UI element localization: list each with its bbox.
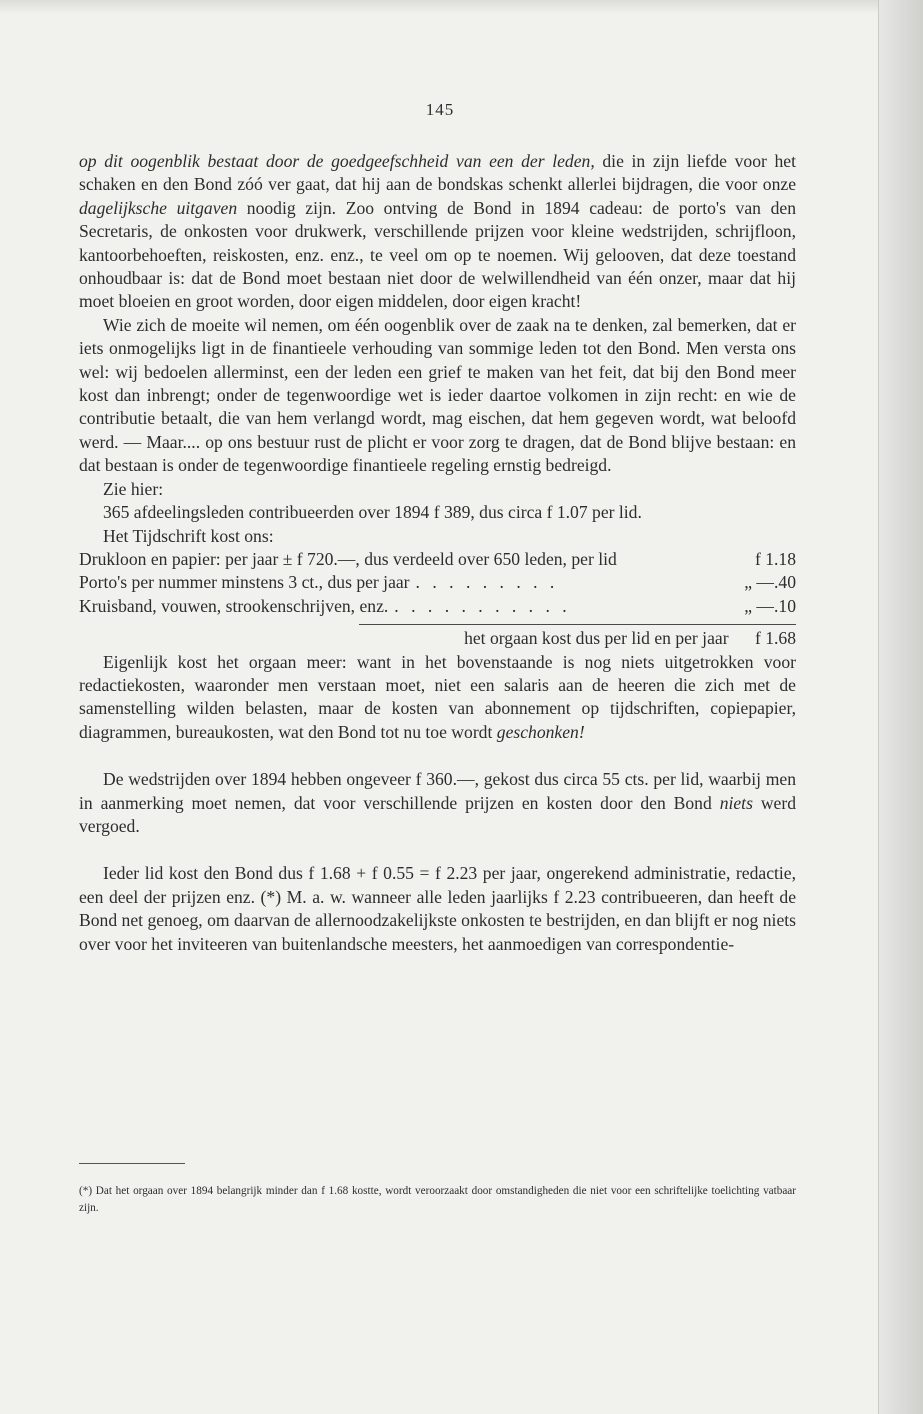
cost-row-label: Porto's per nummer minstens 3 ct., dus per jaar [79, 572, 410, 593]
italic-nothing: niets [719, 792, 753, 813]
cost-row-amount: f 1.18 [754, 548, 796, 569]
italic-given: geschonken! [496, 721, 585, 742]
paragraph-2: Wie zich de moeite wil nemen, om één oogenblik over de zaak na te denken, zal bemerken, dat er iets onmogelijks ligt in de finantieele verhouding van sommige leden tot den Bond. Men versta ons wel: wij bedoelen allerminst, een der leden een grief te maken van het feit, dat bij den Bond meer kost dan inbrengt; onder de tegenwoordige wet is ieder daartoe volkomen in zijn recht: en wie de contributie betaalt, die van hem verlangd wordt, mag eischen, dat hem gegeven wordt, wat beloofd werd. — Maar.... op ons bestuur rust de plicht er voor zorg te dragen, dat de Bond blijve bestaan: en dat bestaan is onder de tegenwoordige finantieele regeling ernstig bedreigd. [79, 314, 796, 476]
cost-row-printing [79, 548, 796, 571]
footnote-rule [79, 1163, 185, 1164]
calc-intro: Zie hier: [103, 478, 164, 499]
total-amount: f 1.68 [754, 628, 796, 649]
cost-row-amount: „ —.40 [744, 572, 796, 593]
cost-row-label: Drukloon en papier: per jaar ± f 720.—, dus verdeeld over 650 leden, per lid [79, 548, 617, 569]
paragraph-3 [79, 651, 796, 745]
cost-row-postage [79, 571, 796, 594]
paragraph-4-text-b: werd vergoed. [79, 792, 796, 836]
page-top-edge [0, 0, 923, 14]
cost-row-dots: . . . . . . . . . . . [394, 595, 571, 616]
italic-lead: op dit oogenblik bestaat door de goedgeefschheid van een der leden, [79, 151, 595, 171]
paragraph-5: Ieder lid kost den Bond dus f 1.68 + f 0.55 = f 2.23 per jaar, ongerekend administratie, redactie, een deel der prijzen enz. (*) M. a. w. wanneer alle leden jaarlijks f 2.23 contribueeren, dan heeft de Bond net genoeg, om daarvan de allernoodzakelijkste onkosten te bestrijden, en dan blijft er nog niets over voor het inviteeren van buitenlandsche meesters, het aanmoedigen van correspondentie- [79, 863, 796, 954]
paragraph-1 [79, 150, 796, 314]
paragraph-1-text-b: noodig zijn. Zoo ontving de Bond in 1894 cadeau: de porto's van den Secretaris, de onkosten voor drukwerk, verschillende prijzen voor kleine wedstrijden, schrijfloon, kantoorbehoeften, reiskosten, enz. enz., te veel om op te noemen. Wij gelooven, dat deze toestand onhoudbaar is: dat de Bond moet bestaan niet door de welwillendheid van één onzer, maar dat hij moet bloeien en groot worden, door eigen middelen, door eigen kracht! [79, 197, 796, 312]
footnote: (*) Dat het orgaan over 1894 belangrijk minder dan f 1.68 kostte, wordt veroorzaakt door omstandigheden die niet voor een schriftelijke toelichting vatbaar zijn. [79, 1185, 796, 1214]
total-row [79, 625, 796, 650]
italic-daily-expenses: dagelijksche uitgaven [79, 197, 238, 218]
page-right-edge [878, 0, 923, 1414]
calc-line-journal: Het Tijdschrift kost ons: [103, 525, 274, 546]
paragraph-3-text: Eigenlijk kost het orgaan meer: want in het bovenstaande is nog niets uitgetrokken voor redactiekosten, waaronder men verstaan moet, niet een salaris aan de heeren die zich met de samenstelling wilden belasten, maar de kosten van abonnement op tijdschriften, copiepapier, diagrammen, bureaukosten, wat den Bond tot nu toe wordt [79, 651, 796, 742]
cost-row-dots: . . . . . . . . . [415, 572, 559, 593]
body-text [79, 150, 796, 956]
cost-row-label: Kruisband, vouwen, strookenschrijven, enz. [79, 595, 389, 616]
paragraph-1-text-a: die in zijn liefde voor het schaken en den Bond zóó ver gaat, dat hij aan de bondskas schenkt allerlei bijdragen, die voor onze [79, 151, 796, 195]
cost-row-wrapping [79, 595, 796, 618]
page-number: 145 [425, 100, 455, 119]
paragraph-4 [79, 768, 796, 838]
paragraph-4-text-a: De wedstrijden over 1894 hebben ongeveer f 360.—, gekost dus circa 55 cts. per lid, waarbij men in aanmerking moet nemen, dat voor verschillende prijzen en kosten door den Bond [79, 769, 796, 813]
calc-line-members: 365 afdeelingsleden contribueerden over 1894 f 389, dus circa f 1.07 per lid. [103, 502, 642, 523]
total-label: het orgaan kost dus per lid en per jaar [464, 628, 729, 649]
cost-row-amount: „ —.10 [744, 595, 796, 616]
